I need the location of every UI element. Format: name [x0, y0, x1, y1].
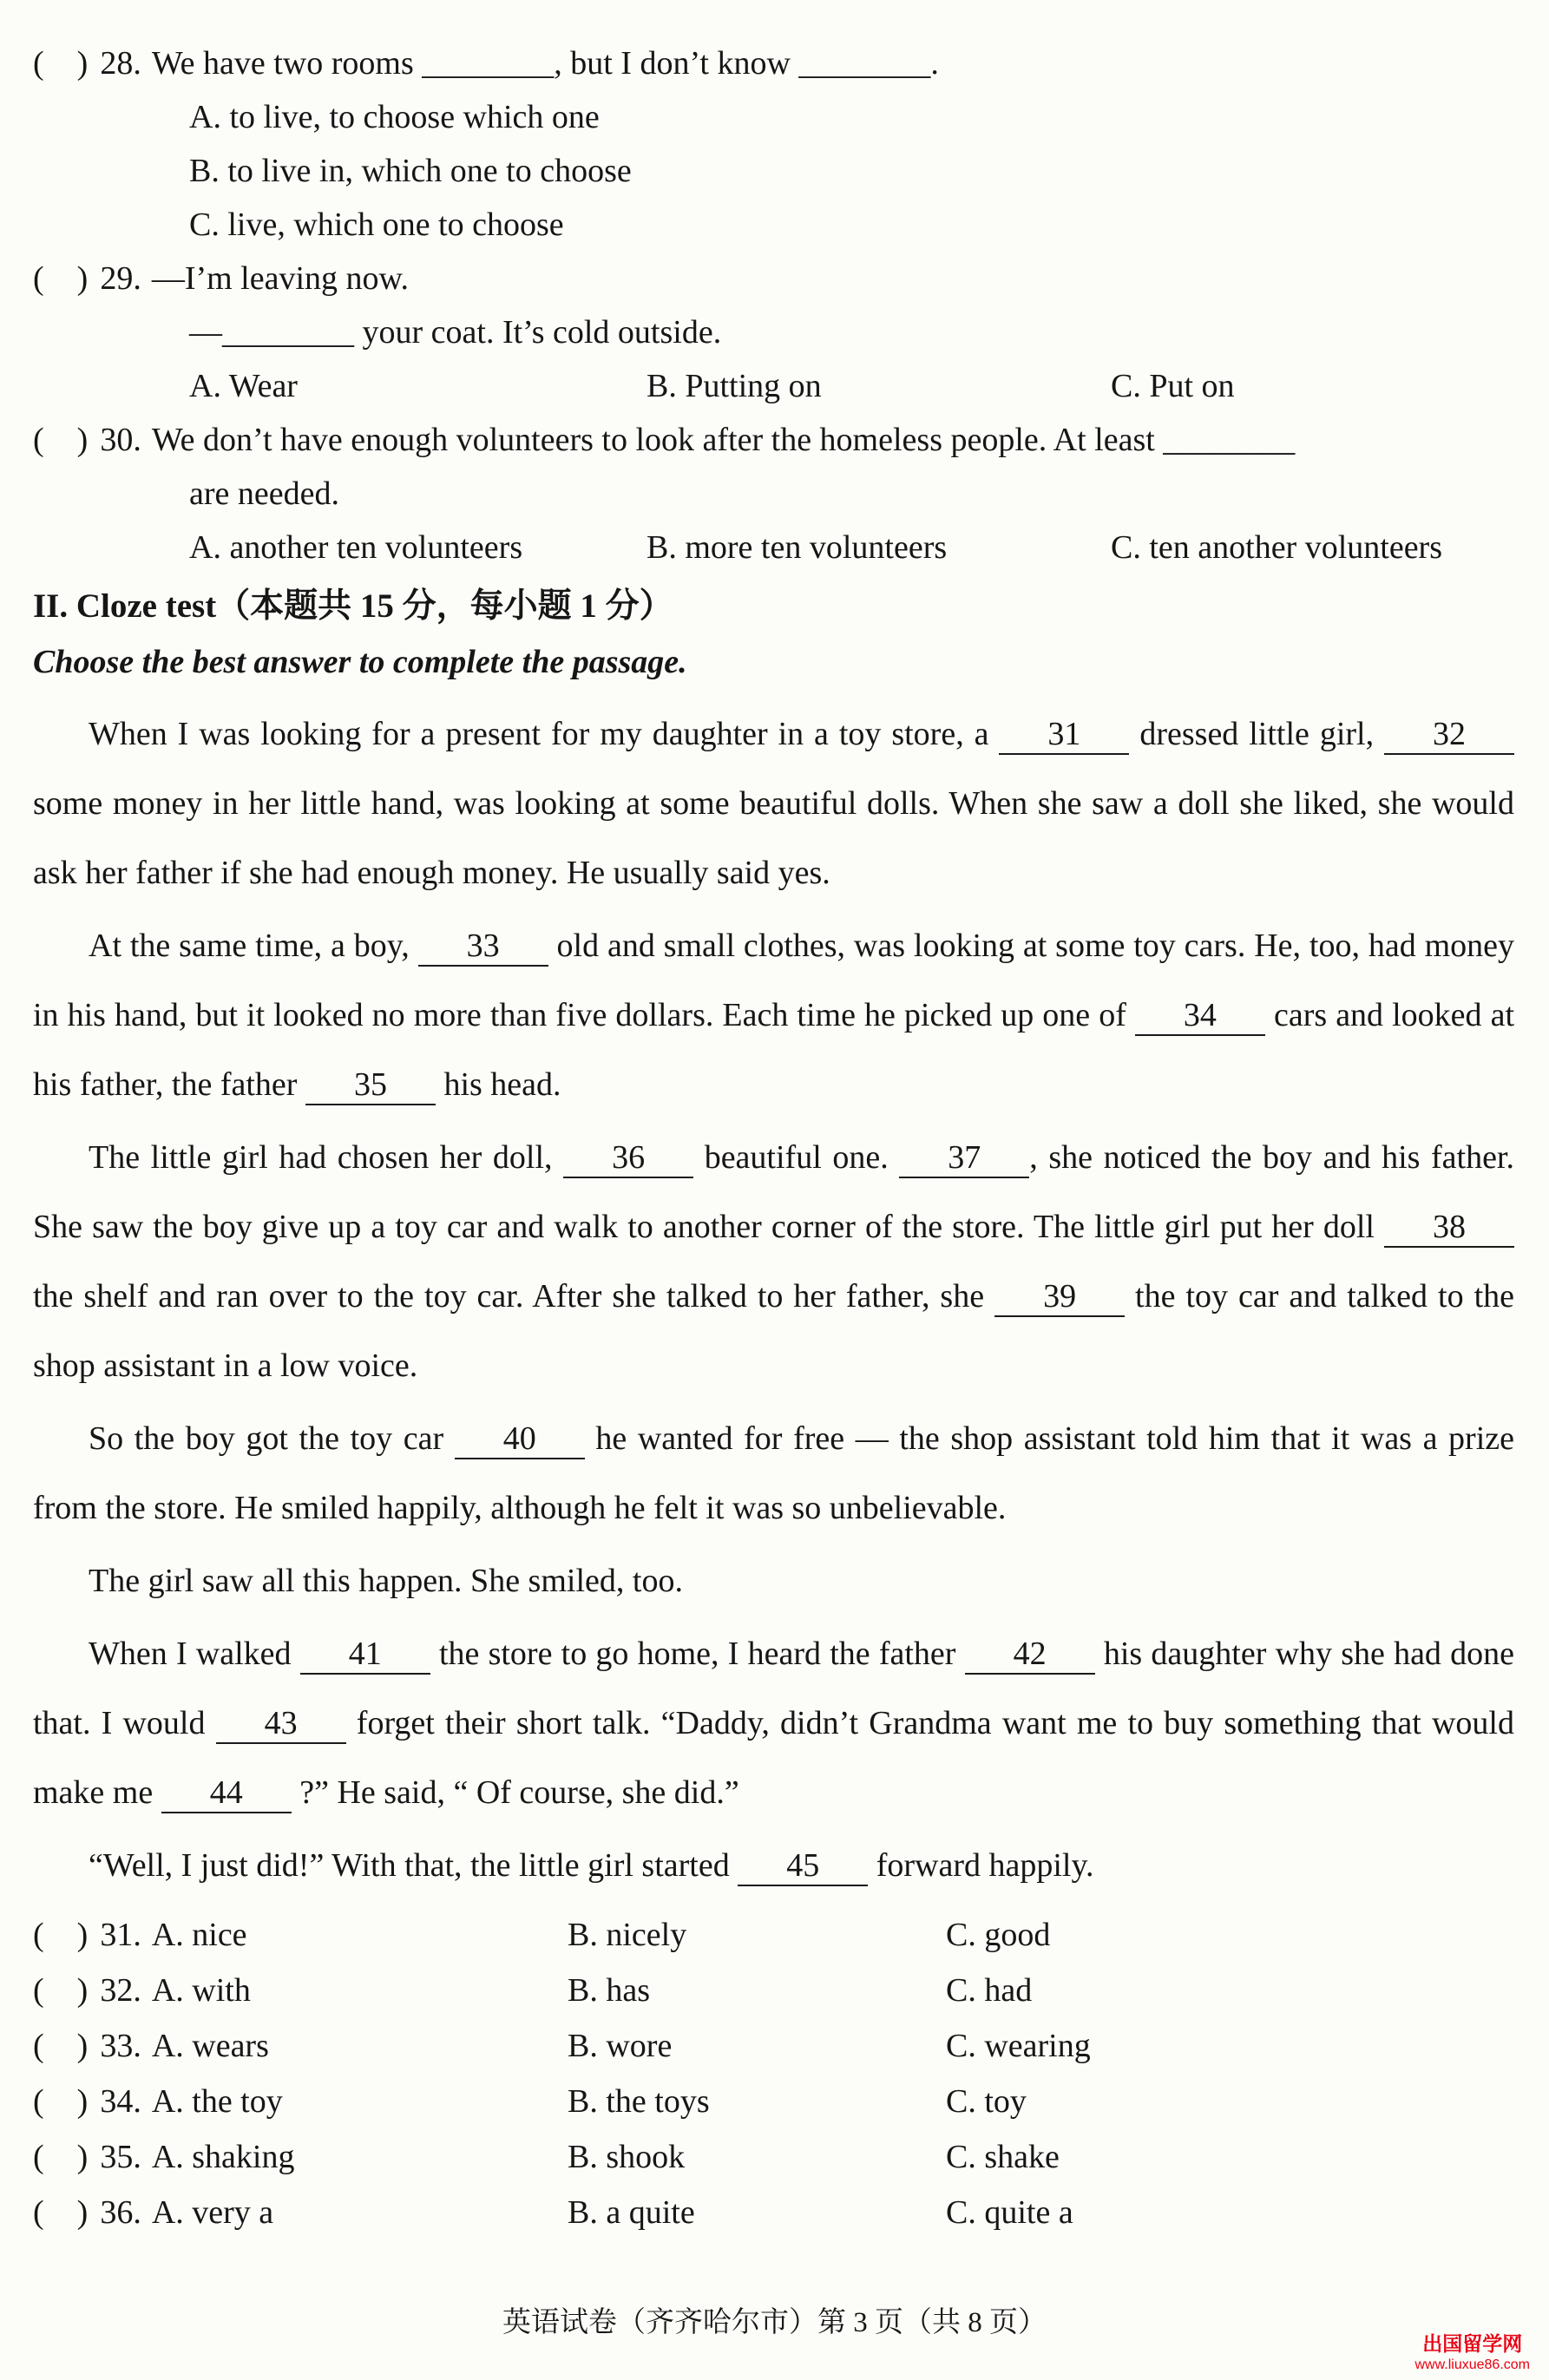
answer-paren: ( )	[33, 1917, 89, 1953]
cloze-blank: 33	[418, 928, 548, 967]
cloze-row-32	[33, 1963, 1514, 2018]
question-number: 31.	[100, 1917, 141, 1953]
question-number: 30.	[100, 422, 141, 458]
option-c: C. had	[946, 1972, 1033, 2009]
page-footer: 英语试卷（齐齐哈尔市）第 3 页（共 8 页）	[502, 2307, 1047, 2338]
passage-paragraph: At the same time, a boy, 33 old and small clothes, was looking at some toy cars. He, too, had money in his hand, but it looked no more than five dollars. Each time he picked up one of 34 cars and looked at his father, the father 35 his head.	[33, 911, 1514, 1119]
answer-paren: ( )	[33, 2083, 89, 2120]
cloze-row-lead	[33, 2074, 568, 2129]
option-a: A. another ten volunteers	[189, 529, 523, 566]
cloze-row-lead	[33, 2129, 568, 2185]
option-b: B. the toys	[568, 2083, 710, 2120]
question-30-stem-line	[33, 413, 1514, 467]
cloze-blank: 32	[1384, 716, 1514, 755]
option-b: B. nicely	[568, 1917, 687, 1953]
question-29	[33, 252, 1514, 413]
watermark-site-name: 出国留学网	[1422, 2332, 1523, 2356]
cloze-section	[33, 578, 1514, 2240]
question-30-stem-line2: are needed.	[189, 475, 339, 512]
passage-paragraph: So the boy got the toy car 40 he wanted for free — the shop assistant told him that it was a prize from the store. He smiled happily, although he felt it was so unbelievable.	[33, 1420, 1514, 1526]
question-30-options	[189, 521, 1514, 574]
option-b: B. shook	[568, 2139, 686, 2175]
option-a: A. wears	[151, 2028, 269, 2064]
cloze-option-rows	[33, 1907, 1514, 2240]
cloze-blank: 38	[1384, 1209, 1514, 1248]
option-c: C. shake	[946, 2139, 1060, 2175]
question-number: 29.	[100, 260, 141, 297]
option-b: B. Putting on	[647, 368, 822, 404]
question-number: 32.	[100, 1972, 141, 2009]
cloze-row-33	[33, 2018, 1514, 2074]
cloze-row-lead	[33, 2185, 568, 2240]
cloze-row-lead	[33, 1963, 568, 2018]
option-b: B. has	[568, 1972, 650, 2009]
option-c: C. toy	[946, 2083, 1027, 2120]
option-c: C. wearing	[946, 2028, 1091, 2064]
cloze-row-31	[33, 1907, 1514, 1963]
cloze-row-lead	[33, 1907, 568, 1963]
answer-paren: ( )	[33, 422, 89, 458]
passage-paragraph: When I was looking for a present for my daughter in a toy store, a 31 dressed little girl, 32 some money in her little hand, was looking at some beautiful dolls. When she saw a doll she liked, she would ask her father if she had enough money. He usually said yes.	[33, 716, 1514, 891]
cloze-blank: 39	[994, 1278, 1125, 1317]
question-29-stem-line2: —________ your coat. It’s cold outside.	[189, 314, 722, 351]
answer-paren: ( )	[33, 2194, 89, 2231]
answer-paren: ( )	[33, 2139, 89, 2175]
passage-paragraph: The girl saw all this happen. She smiled, too.	[89, 1563, 683, 1599]
cloze-blank: 35	[305, 1066, 436, 1105]
option-a: A. the toy	[151, 2083, 283, 2120]
question-stem: We have two rooms ________, but I don’t know ________.	[151, 45, 939, 82]
question-number: 28.	[100, 45, 141, 82]
option-a: A. Wear	[189, 368, 298, 404]
cloze-instruction: Choose the best answer to complete the passage.	[33, 644, 687, 680]
passage-paragraph: The little girl had chosen her doll, 36 beautiful one. 37 , she noticed the boy and his father. She saw the boy give up a toy car and walk to another corner of the store. The little girl put her doll 38 the shelf and ran over to the toy car. After she talked to her father, she 39 the toy car and talked to the shop assistant in a low voice.	[33, 1139, 1514, 1384]
cloze-blank: 36	[563, 1139, 693, 1178]
cloze-blank: 34	[1135, 997, 1265, 1036]
answer-paren: ( )	[33, 45, 89, 82]
question-number: 36.	[100, 2194, 141, 2231]
option-a: A. nice	[151, 1917, 247, 1953]
answer-paren: ( )	[33, 2028, 89, 2064]
option-a: A. shaking	[151, 2139, 295, 2175]
cloze-blank: 37	[899, 1139, 1029, 1178]
site-watermark	[1415, 2332, 1531, 2373]
question-number: 33.	[100, 2028, 141, 2064]
question-28	[33, 36, 1514, 252]
cloze-blank: 41	[300, 1636, 430, 1675]
cloze-blank: 44	[161, 1774, 292, 1813]
cloze-blank: 42	[965, 1636, 1095, 1675]
option-b: B. a quite	[568, 2194, 695, 2231]
passage-paragraph: “Well, I just did!” With that, the little girl started 45 forward happily.	[33, 1831, 1514, 1900]
answer-paren: ( )	[33, 1972, 89, 2009]
passage-paragraph: When I walked 41 the store to go home, I heard the father 42 his daughter why she had done that. I would 43 forget their short talk. “Daddy, didn’t Grandma want me to buy something that would make me 44 ?” He said, “ Of course, she did.”	[33, 1619, 1514, 1827]
cloze-blank: 45	[738, 1847, 868, 1886]
option-c: C. live, which one to choose	[189, 207, 564, 243]
option-b: B. to live in, which one to choose	[189, 153, 632, 189]
question-number: 35.	[100, 2139, 141, 2175]
question-28-options	[189, 90, 1514, 252]
cloze-passage	[33, 699, 1514, 1900]
question-stem: We don’t have enough volunteers to look after the homeless people. At least ________	[151, 422, 1296, 458]
question-stem: —I’m leaving now.	[151, 260, 410, 297]
cloze-row-34	[33, 2074, 1514, 2129]
question-29-options	[189, 359, 1514, 413]
cloze-row-35	[33, 2129, 1514, 2185]
question-number: 34.	[100, 2083, 141, 2120]
option-a: A. very a	[151, 2194, 274, 2231]
cloze-section-title: II. Cloze test（本题共 15 分，每小题 1 分）	[33, 587, 673, 625]
option-c: C. ten another volunteers	[1111, 529, 1443, 566]
option-b: B. more ten volunteers	[647, 529, 948, 566]
option-c: C. good	[946, 1917, 1051, 1953]
question-30	[33, 413, 1514, 574]
cloze-row-36	[33, 2185, 1514, 2240]
option-c: C. Put on	[1111, 368, 1235, 404]
question-28-stem-line	[33, 36, 1514, 90]
option-c: C. quite a	[946, 2194, 1073, 2231]
question-29-stem-line	[33, 252, 1514, 305]
watermark-site-url: www.liuxue86.com	[1414, 2357, 1530, 2372]
option-a: A. to live, to choose which one	[189, 99, 600, 135]
option-a: A. with	[151, 1972, 251, 2009]
cloze-blank: 31	[999, 716, 1129, 755]
answer-paren: ( )	[33, 260, 89, 297]
cloze-blank: 40	[455, 1420, 585, 1459]
cloze-blank: 43	[216, 1705, 346, 1744]
option-b: B. wore	[568, 2028, 673, 2064]
cloze-row-lead	[33, 2018, 568, 2074]
